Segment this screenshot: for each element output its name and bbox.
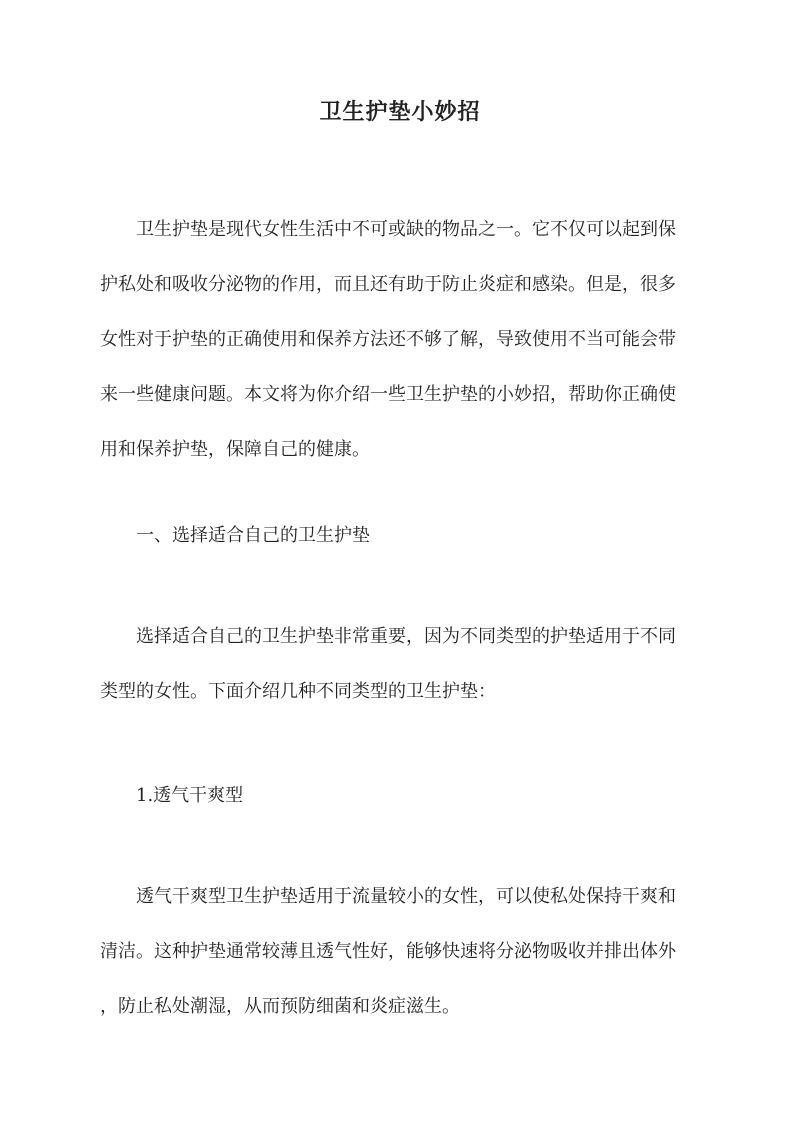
paragraph-line: 清洁。这种护垫通常较薄且透气性好，能够快速将分泌物吸收并排出体外 (100, 941, 676, 962)
paragraph-line: 女性对于护垫的正确使用和保养方法还不够了解，导致使用不当可能会带 (100, 329, 676, 350)
paragraph-line: 类型的女性。下面介绍几种不同类型的卫生护垫： (100, 681, 496, 702)
item-heading (100, 768, 700, 823)
section-heading-text: 一、选择适合自己的卫生护垫 (136, 525, 370, 546)
paragraph-line: 透气干爽型卫生护垫适用于流量较小的女性，可以使私处保持干爽和 (136, 886, 676, 907)
intro-paragraph (100, 202, 700, 477)
paragraph-line: 卫生护垫是现代女性生活中不可或缺的物品之一。它不仅可以起到保 (136, 219, 676, 240)
section-heading (100, 508, 700, 563)
paragraph-line: 选择适合自己的卫生护垫非常重要，因为不同类型的护垫适用于不同 (136, 626, 676, 647)
paragraph-line: 用和保养护垫，保障自己的健康。 (100, 439, 370, 460)
section-paragraph (100, 609, 700, 719)
paragraph-line: 护私处和吸收分泌物的作用，而且还有助于防止炎症和感染。但是，很多 (100, 274, 676, 295)
item-paragraph (100, 869, 700, 1034)
paragraph-line: 来一些健康问题。本文将为你介绍一些卫生护垫的小妙招，帮助你正确使 (100, 384, 676, 405)
page-title: 卫生护垫小妙招 (319, 99, 481, 125)
item-heading-text: 1.透气干爽型 (136, 785, 244, 806)
paragraph-line: ，防止私处潮湿，从而预防细菌和炎症滋生。 (100, 996, 460, 1017)
